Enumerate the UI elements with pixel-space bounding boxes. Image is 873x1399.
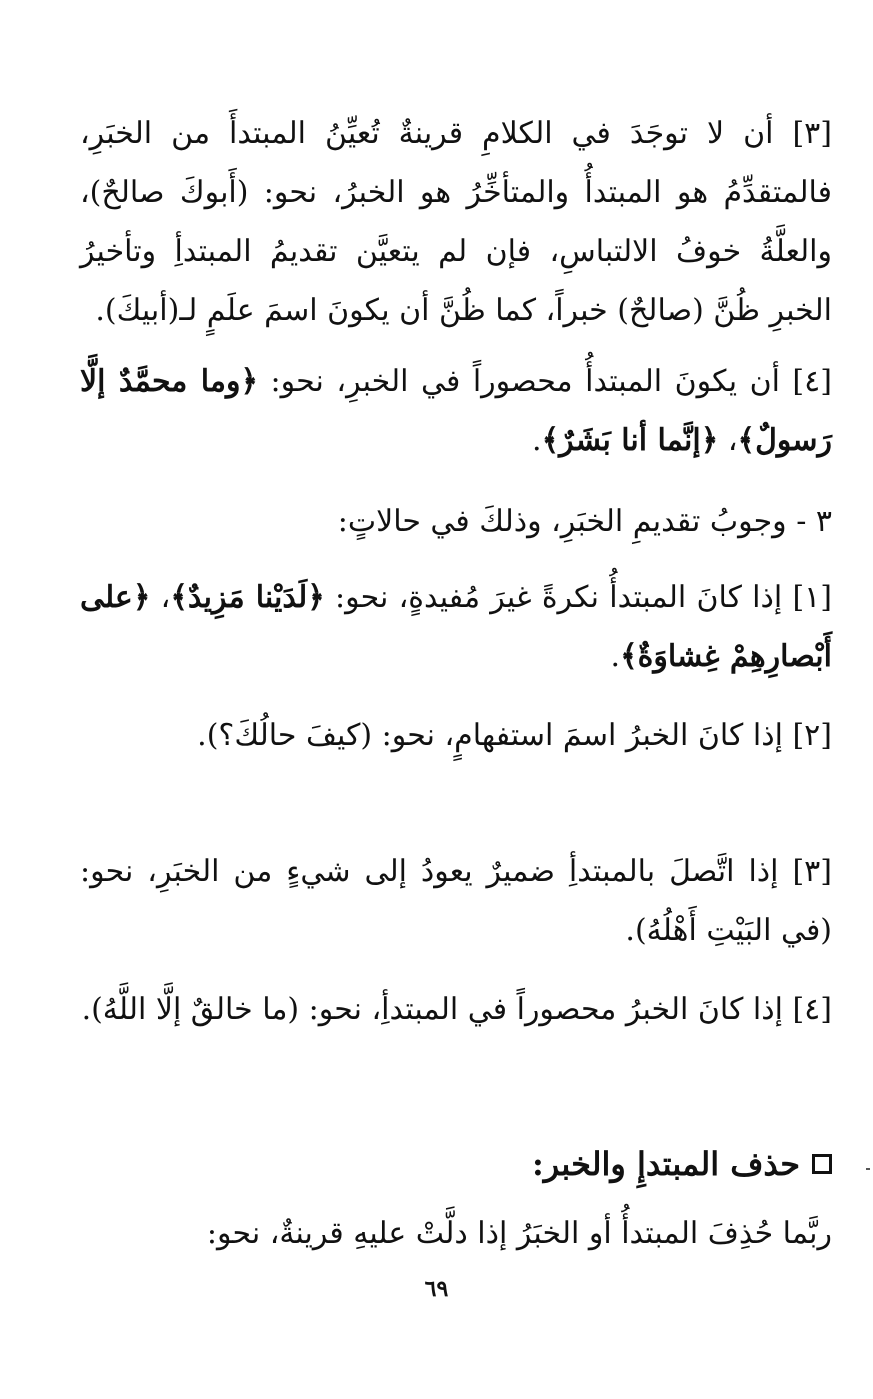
- paragraph-condition-3-mubtada: [80, 104, 832, 340]
- page-number: ٦٩: [424, 1276, 449, 1302]
- quran-verse: ﴿على أَبْصارِهِمْ غِشاوَةٌ﴾: [80, 580, 832, 674]
- paragraph-text: [٤] أن يكونَ المبتدأُ محصوراً في الخبرِ، نحو:: [258, 364, 832, 399]
- paragraph-condition-4-mubtada: [80, 352, 832, 470]
- square-outline-icon: [812, 1154, 832, 1174]
- paragraph-end: .: [610, 639, 621, 674]
- separator: ،: [150, 580, 171, 615]
- paragraph-wujub-taqdim-khabar: [80, 492, 832, 551]
- paragraph-condition-4-khabar: [80, 980, 832, 1039]
- paragraph-closing: [80, 1204, 832, 1263]
- separator: ،: [718, 423, 738, 458]
- paragraph-text: [١] إذا كانَ المبتدأُ نكرةً غيرَ مُفيدةٍ، نحو:: [324, 580, 832, 615]
- quran-verse: ﴿إنَّما أنا بَشَرٌ﴾: [541, 423, 719, 458]
- paragraph-text: [٣] إذا اتَّصلَ بالمبتدأِ ضميرٌ يعودُ إلى شيءٍ من الخبَرِ، نحو: (في البَيْتِ أَهْلُهُ).: [80, 854, 832, 948]
- paragraph-condition-3-khabar: [80, 842, 832, 960]
- margin-mark: [866, 1168, 870, 1170]
- section-heading-text: حذف المبتدإِ والخبر:: [531, 1145, 800, 1183]
- quran-verse: ﴿وما محمَّدٌ إلَّا رَسولٌ﴾: [80, 364, 832, 458]
- paragraph-text: [٢] إذا كانَ الخبرُ اسمَ استفهامٍ، نحو: (كيفَ حالُكَ؟).: [197, 718, 832, 753]
- paragraph-end: .: [532, 423, 542, 458]
- paragraph-condition-2-khabar: [80, 706, 832, 765]
- paragraph-condition-1-khabar: [80, 568, 832, 686]
- paragraph-text: [٤] إذا كانَ الخبرُ محصوراً في المبتدأِ، نحو: (ما خالقٌ إلَّا اللَّهُ).: [81, 992, 832, 1027]
- quran-verse: ﴿لَدَيْنا مَزِيدٌ﴾: [170, 580, 325, 615]
- section-heading: [80, 1136, 832, 1192]
- paragraph-text: ربَّما حُذِفَ المبتدأُ أو الخبَرُ إذا دلَّتْ عليهِ قرينةٌ، نحو:: [206, 1216, 832, 1251]
- paragraph-text: ٣ - وجوبُ تقديمِ الخبَرِ، وذلكَ في حالاتٍ:: [337, 504, 832, 539]
- paragraph-text: [٣] أن لا توجَدَ في الكلامِ قرينةٌ تُعيِّنُ المبتدأَ من الخبَرِ، فالمتقدِّمُ هو المبتدأُ والمتأخِّرُ هو الخبرُ، نحو: (أَبوكَ صالحٌ)، والعلَّةُ خوفُ الالتباسِ، فإن لم يتعيَّن تقديمُ المبتدأِ وتأخيرُ الخبرِ ظُنَّ (صالحٌ) خبراً، كما ظُنَّ أن يكونَ اسمَ علَمٍ لـ(أبيكَ).: [80, 116, 832, 328]
